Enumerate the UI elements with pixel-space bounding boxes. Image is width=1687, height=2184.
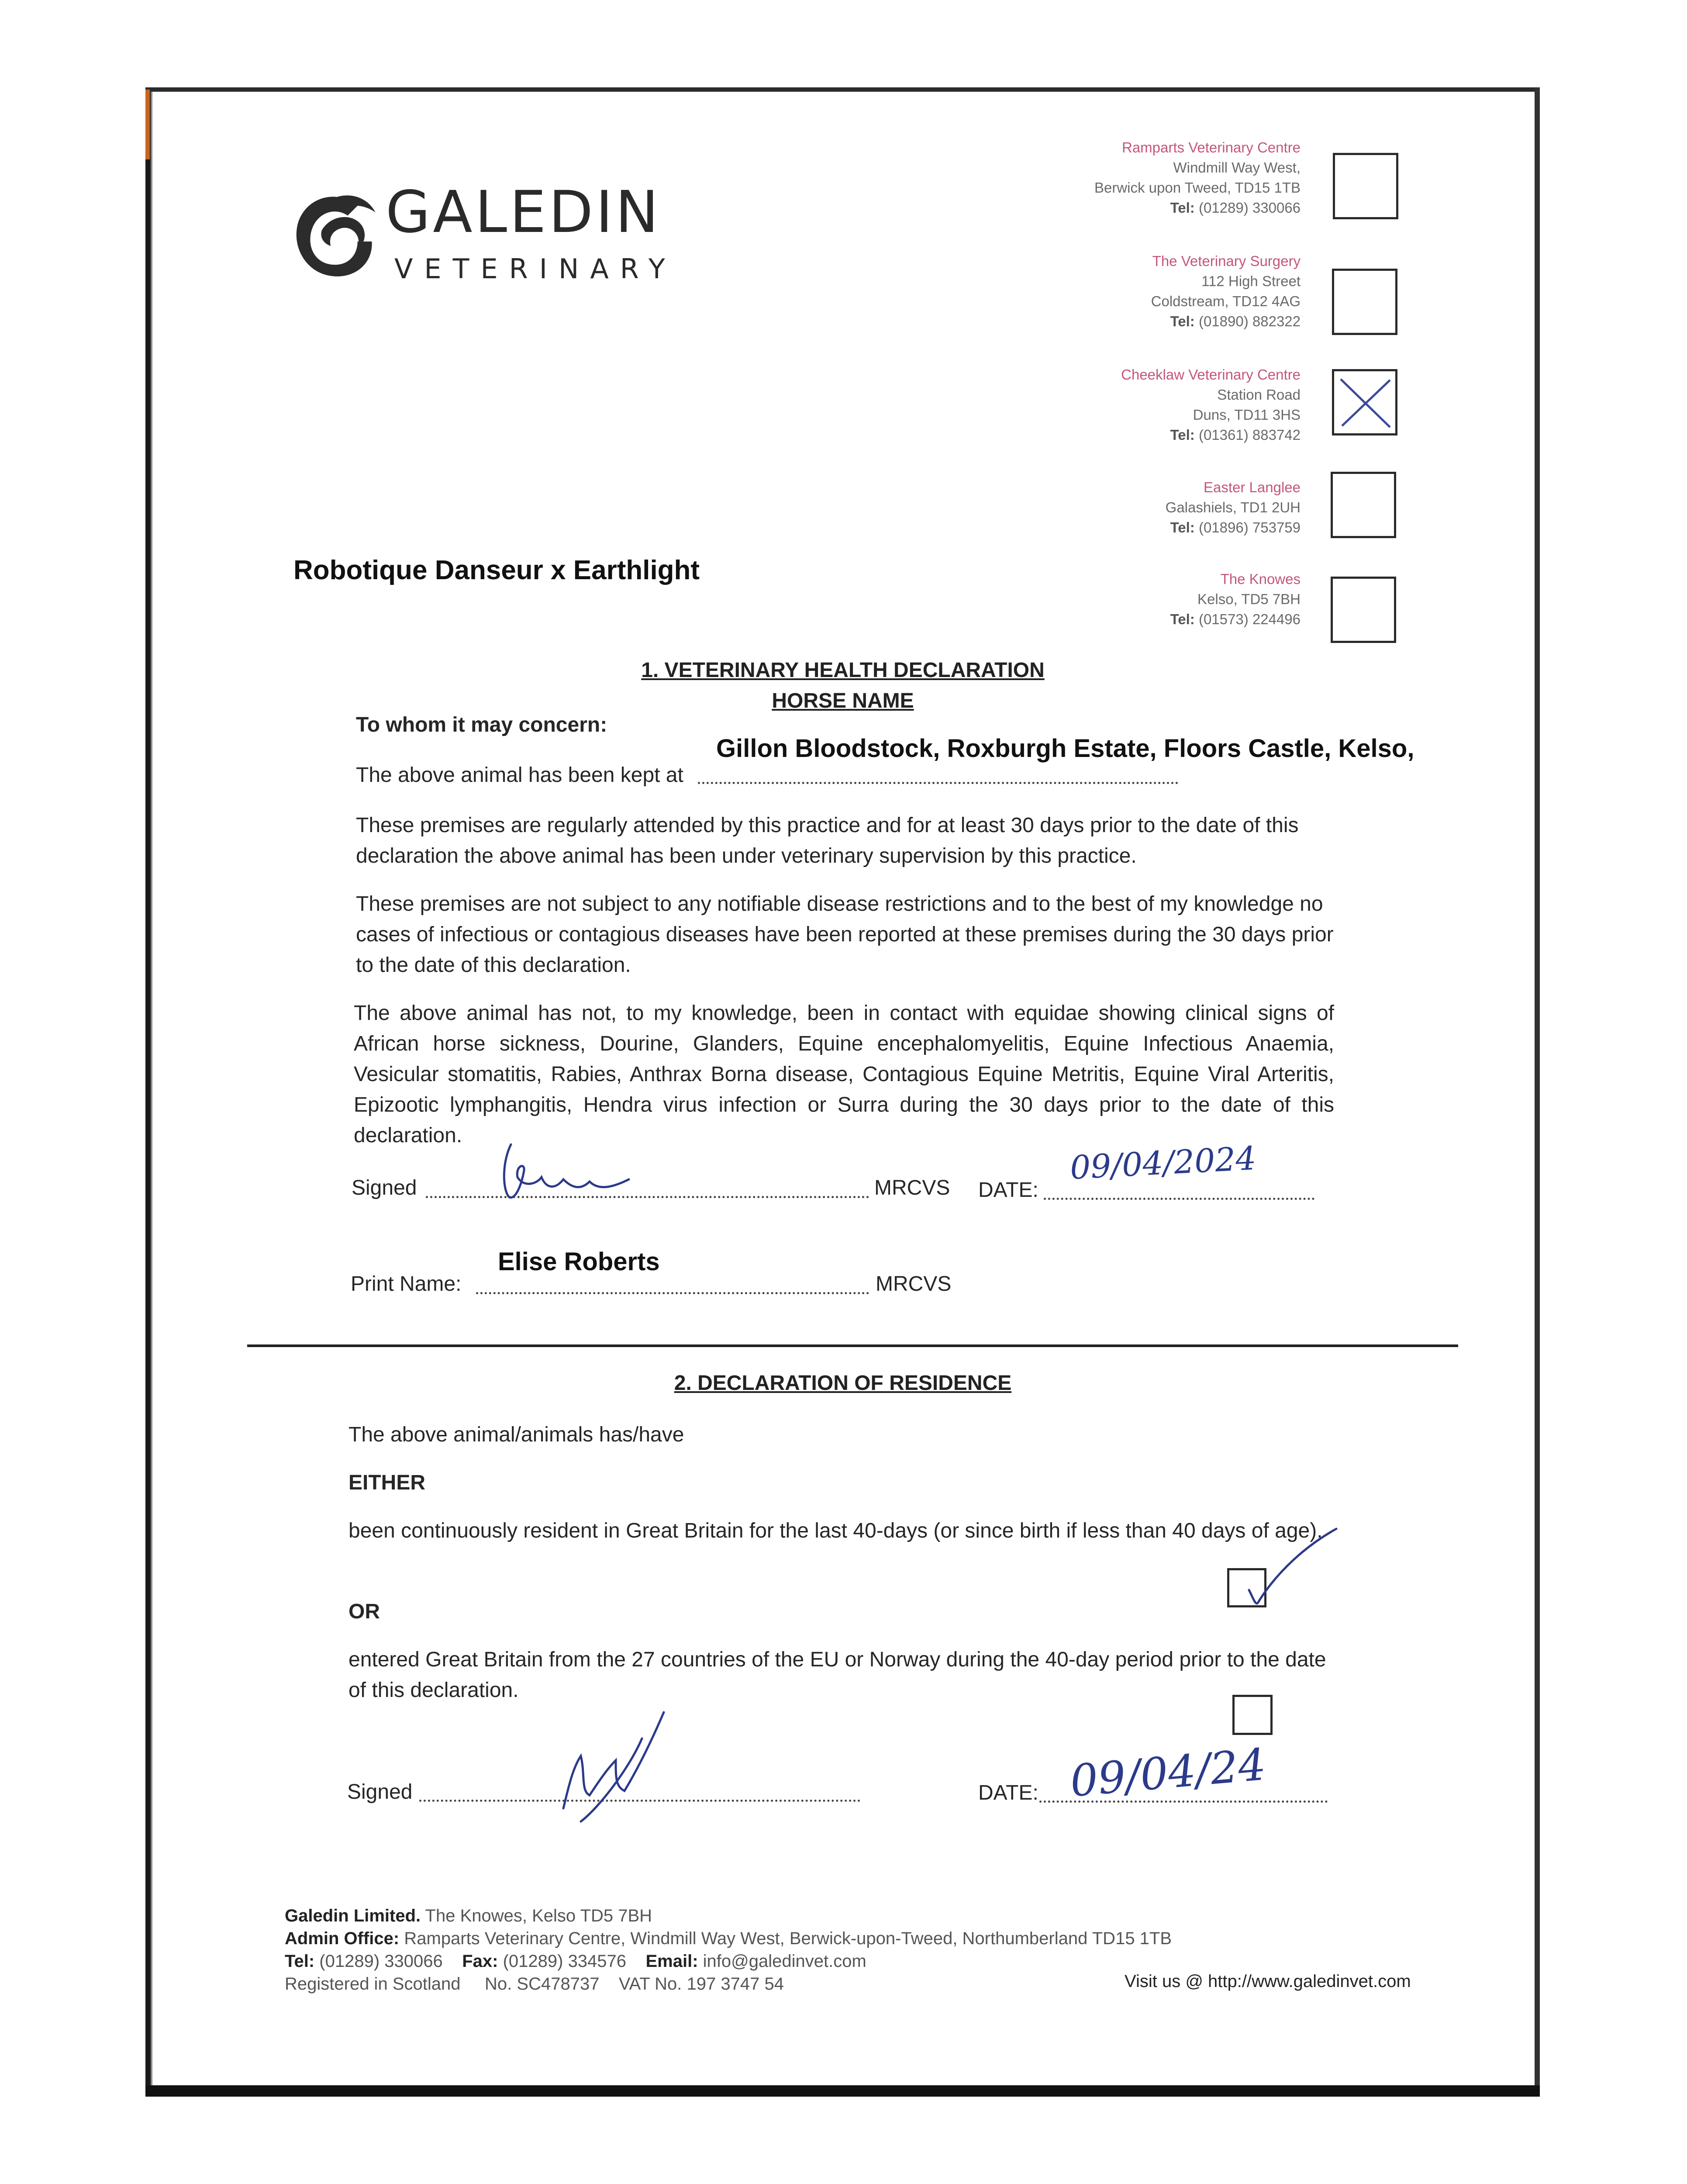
footer-company-label: Galedin Limited. [285, 1906, 421, 1925]
practice-name: Easter Langlee [1204, 479, 1301, 495]
practice-checkbox-ramparts[interactable] [1333, 153, 1398, 219]
footer-admin-address: Ramparts Veterinary Centre, Windmill Way West, Berwick-upon-Tweed, Northumberland TD15 1TB [404, 1929, 1172, 1948]
practice-name: Ramparts Veterinary Centre [1121, 139, 1301, 156]
mrcvs-label-2: MRCVS [876, 1272, 952, 1296]
option-entered: entered Great Britain from the 27 countries of the EU or Norway during the 40-day period prior to the date of this declaration. [348, 1648, 1326, 1702]
footer-tel: (01289) 330066 [319, 1952, 443, 1971]
paragraph-restrictions: These premises are not subject to any notifiable disease restrictions and to the best of my knowledge no cases of infectious or contagious diseases have been reported at these premises during the 30 days prior to the date of this declaration. [356, 892, 1334, 977]
practice-easter-langlee [1166, 477, 1301, 538]
footer-email[interactable]: info@galedinvet.com [703, 1952, 866, 1971]
footer-vat: VAT No. 197 3747 54 [618, 1974, 784, 1994]
or-label: OR [348, 1600, 380, 1623]
checkmark-tick-icon [1245, 1524, 1341, 1612]
brand-name: GALEDIN [386, 179, 661, 246]
practice-tel: (01289) 330066 [1198, 200, 1301, 216]
section2-heading: 2. DECLARATION OF RESIDENCE [674, 1372, 1012, 1395]
practice-ramparts [1094, 138, 1301, 218]
footer-visit-link[interactable]: Visit us @ http://www.galedinvet.com [1125, 1972, 1411, 1991]
signature-declarant-icon [555, 1704, 677, 1826]
practice-tel: (01573) 224496 [1198, 611, 1301, 627]
footer-tel-label: Tel: [285, 1952, 315, 1971]
practice-name: The Knowes [1220, 571, 1301, 587]
option-resident: been continuously resident in Great Britain for the last 40-days (or since birth if less than 40 days of age). [348, 1519, 1323, 1542]
signed-label-2: Signed [347, 1780, 413, 1804]
print-name-line [476, 1292, 869, 1294]
practice-address-line: Coldstream, TD12 4AG [1151, 293, 1301, 309]
signature-line[interactable] [426, 1196, 869, 1198]
practice-address-line: Berwick upon Tweed, TD15 1TB [1094, 180, 1301, 196]
residence-intro: The above animal/animals has/have [348, 1423, 684, 1446]
section-divider [247, 1344, 1458, 1347]
practice-name: Cheeklaw Veterinary Centre [1121, 366, 1301, 383]
scan-border-top [145, 87, 1540, 92]
section1-subheading: HORSE NAME [772, 689, 914, 712]
print-name-value[interactable]: Elise Roberts [498, 1248, 660, 1276]
brand-subtitle: VETERINARY [394, 253, 676, 285]
tel-label: Tel: [1170, 313, 1195, 329]
practice-address-line: Windmill Way West, [1173, 159, 1301, 176]
practice-address-line: Station Road [1217, 387, 1301, 403]
practice-veterinary-surgery [1151, 251, 1301, 332]
paragraph-diseases: The above animal has not, to my knowledge, been in contact with equidae showing clinical signs of African horse sickness, Dourine, Glanders, Equine encephalomyelitis, Equine Infectious Anaemia, Vesicular stomatitis, Rabies, Anthrax Borna disease, Contagious Equine Metritis, Equine Viral Arteritis, Epizootic lymphangitis, Hendra virus infection or Surra during the 30 days prior to the date of this declaration. [354, 1002, 1334, 1147]
practice-the-knowes [1170, 569, 1301, 629]
practice-checkbox-easter-langlee[interactable] [1331, 472, 1396, 538]
practice-checkbox-veterinary-surgery[interactable] [1332, 269, 1397, 335]
scan-edge-mark [145, 90, 150, 159]
section1-heading: 1. VETERINARY HEALTH DECLARATION [641, 659, 1045, 682]
scan-border-bottom [145, 2085, 1540, 2097]
scan-border-left-shadow [151, 87, 152, 2097]
practice-cheeklaw [1121, 365, 1301, 445]
footer-reg-no: No. SC478737 [485, 1974, 600, 1994]
practice-address-line: Duns, TD11 3HS [1193, 407, 1301, 423]
practice-address-line: Kelso, TD5 7BH [1197, 591, 1301, 607]
paragraph-supervision: These premises are regularly attended by this practice and for at least 30 days prior to the date of this declaration the above animal has been under veterinary supervision by this practice. [356, 814, 1299, 867]
salutation: To whom it may concern: [356, 713, 607, 736]
horse-name-title: Robotique Danseur x Earthlight [293, 555, 700, 585]
practice-tel: (01361) 883742 [1198, 427, 1301, 443]
footer-fax-label: Fax: [462, 1952, 498, 1971]
tel-label: Tel: [1170, 611, 1195, 627]
handwritten-date-2: 09/04/24 [1068, 1738, 1268, 1807]
practice-tel: (01890) 882322 [1198, 313, 1301, 329]
print-name-label: Print Name: [351, 1272, 462, 1296]
date-label-2: DATE: [978, 1781, 1038, 1804]
scan-border-right [1535, 87, 1540, 2097]
practice-name: The Veterinary Surgery [1152, 253, 1301, 269]
practice-address-line: 112 High Street [1201, 273, 1301, 289]
kept-at-label: The above animal has been kept at [356, 764, 683, 787]
date-label: DATE: [978, 1178, 1038, 1202]
mrcvs-label: MRCVS [874, 1176, 950, 1199]
kept-at-value[interactable]: Gillon Bloodstock, Roxburgh Estate, Floors Castle, Kelso, [716, 734, 1414, 763]
practice-checkbox-the-knowes[interactable] [1331, 577, 1396, 643]
handwritten-date: 09/04/2024 [1069, 1139, 1257, 1187]
tel-label: Tel: [1170, 519, 1195, 536]
footer-email-label: Email: [645, 1952, 698, 1971]
footer-registered: Registered in Scotland [285, 1974, 461, 1994]
checkmark-x-icon [1334, 371, 1395, 433]
footer-company-address: The Knowes, Kelso TD5 7BH [425, 1906, 652, 1925]
tel-label: Tel: [1170, 200, 1195, 216]
signed-label: Signed [352, 1176, 417, 1199]
footer-fax: (01289) 334576 [503, 1952, 627, 1971]
scan-border-left [145, 87, 151, 2097]
either-label: EITHER [348, 1471, 426, 1494]
date-line[interactable] [1044, 1198, 1314, 1200]
practice-checkbox-cheeklaw[interactable] [1332, 369, 1397, 435]
entered-checkbox[interactable] [1232, 1695, 1273, 1735]
galedin-logo-icon [290, 188, 380, 282]
signature-vet-icon [498, 1136, 642, 1201]
footer-admin-label: Admin Office: [285, 1929, 400, 1948]
practice-tel: (01896) 753759 [1198, 519, 1301, 536]
kept-at-line [698, 782, 1178, 784]
practice-address-line: Galashiels, TD1 2UH [1165, 499, 1301, 515]
tel-label: Tel: [1170, 427, 1195, 443]
